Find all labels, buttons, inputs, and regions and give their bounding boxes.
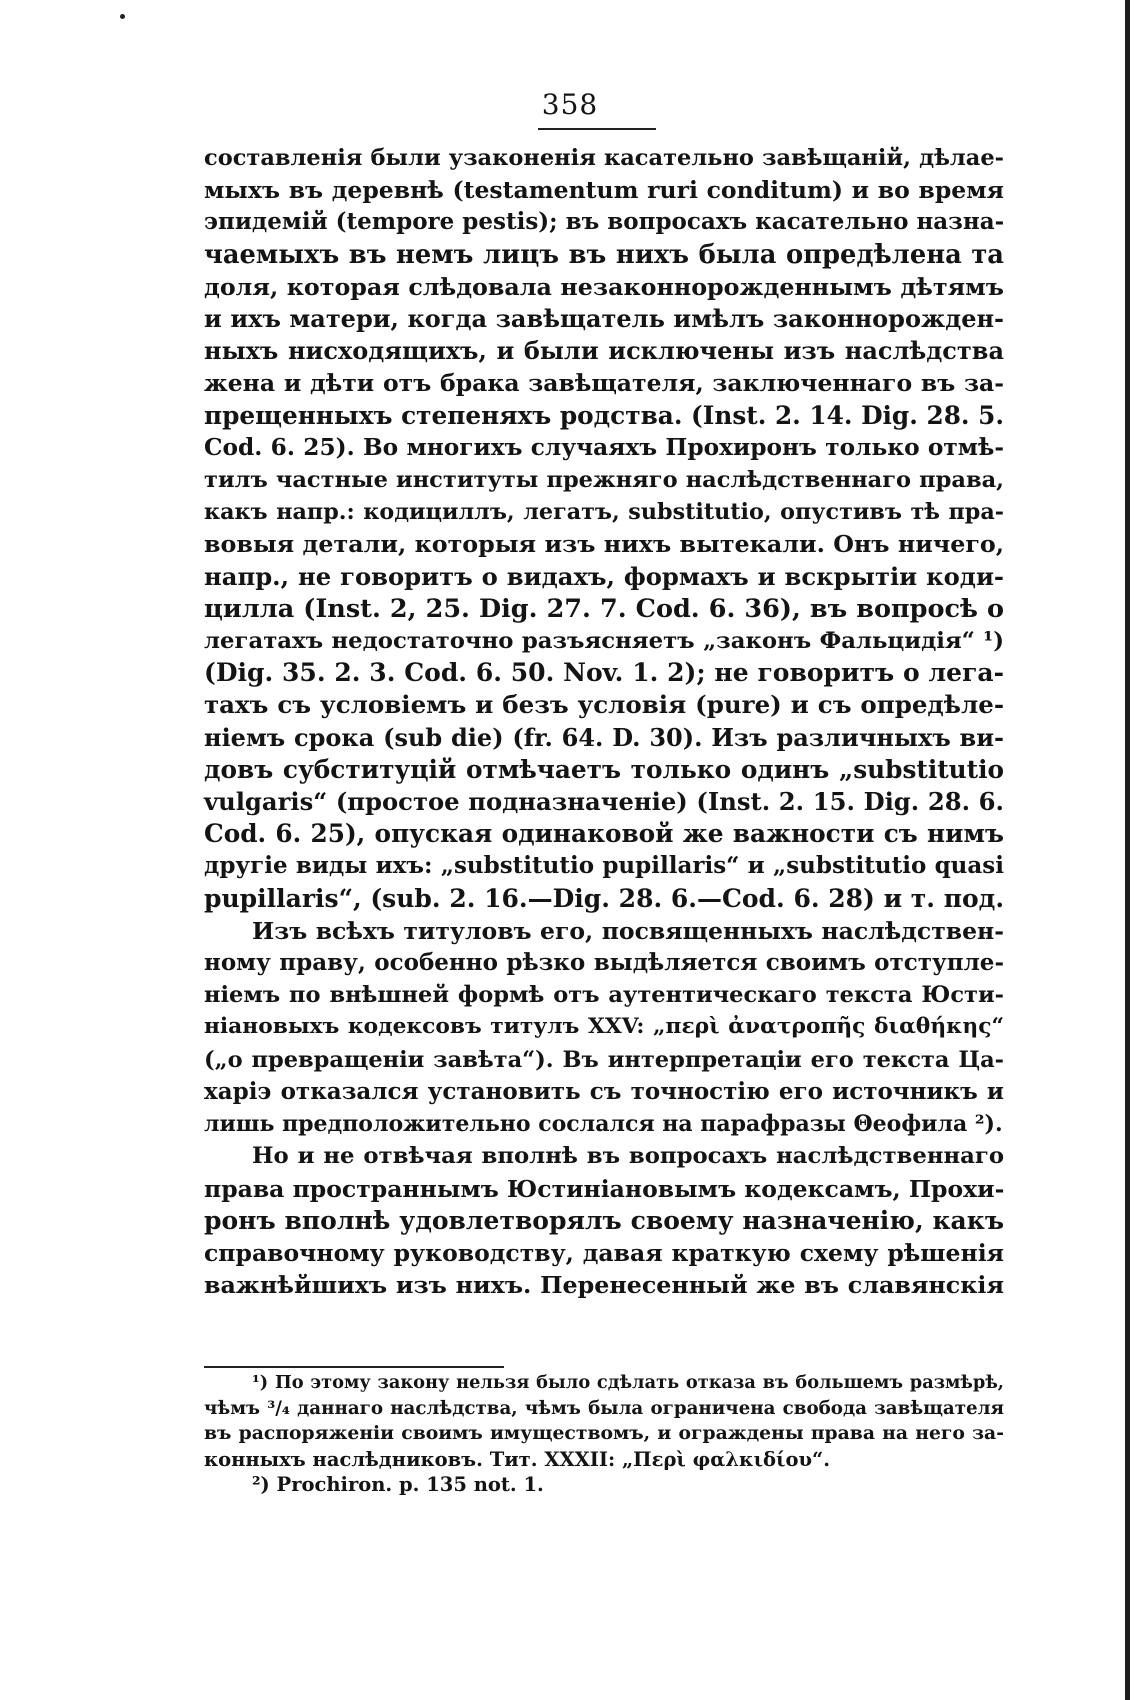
footnote-line: чѣмъ ³/₄ даннаго наслѣдства, чѣмъ была ограничена свобода завѣщателя xyxy=(204,1397,1004,1419)
text-line: прещенныхъ степеняхъ родства. (Inst. 2. 14. Dig. 28. 5. xyxy=(204,400,1004,430)
text-line: жена и дѣти отъ брака завѣщателя, заключеннаго въ за- xyxy=(204,369,1004,398)
footnotes xyxy=(204,1370,1004,1498)
margin-dot xyxy=(120,14,125,19)
text-line: другіе виды ихъ: „substitutio pupillaris“ и „substitutio quasi xyxy=(204,852,1004,880)
text-line: справочному руководству, давая краткую схему рѣшенія xyxy=(204,1238,1004,1267)
text-line: какъ напр.: кодициллъ, легатъ, substitutio, опустивъ тѣ пра- xyxy=(204,499,1004,526)
footnote-line: ²) Prochiron. p. 135 not. 1. xyxy=(252,1473,544,1496)
text-line: составленія были узаконенія касательно завѣщаній, дѣлае- xyxy=(204,145,1004,171)
footnote-line: ¹) По этому закону нельзя было сдѣлать отказа въ большемъ размѣрѣ, xyxy=(252,1372,1004,1393)
page-edge-shadow xyxy=(1125,0,1130,1700)
text-line: важнѣйшихъ изъ нихъ. Перенесенный же въ славянскія xyxy=(204,1271,1004,1300)
page-number: 358 xyxy=(541,88,599,121)
text-line: тахъ съ условіемъ и безъ условія (pure) и съ опредѣле- xyxy=(204,690,1004,720)
text-line: права пространнымъ Юстиніановымъ кодексамъ, Прохи- xyxy=(204,1174,1005,1203)
page-number-rule xyxy=(538,128,656,130)
text-line: Но и не отвѣчая вполнѣ въ вопросахъ наслѣдственнаго xyxy=(252,1143,1004,1170)
text-line: Cod. 6. 25). Во многихъ случаяхъ Прохиронъ только отмѣ- xyxy=(204,433,1004,461)
footnote-separator xyxy=(204,1366,504,1368)
text-line: напр., не говоритъ о видахъ, формахъ и вскрытіи коди- xyxy=(204,561,1004,591)
text-line: ныхъ нисходящихъ, и были исключены изъ наслѣдства xyxy=(204,336,1004,366)
text-line: эпидемій (tempore pestis); въ вопросахъ касательно назна- xyxy=(204,208,1005,236)
text-line: доля, которая слѣдовала незаконнорожденнымъ дѣтямъ xyxy=(204,272,1004,301)
text-line: вовыя детали, которыя изъ нихъ вытекали. Онъ ничего, xyxy=(204,530,1004,559)
text-line: ніемъ по внѣшней формѣ отъ аутентическаго текста Юсти- xyxy=(204,982,1004,1009)
text-line: харіэ отказался установить съ точностію его источникъ и xyxy=(204,1077,1004,1105)
text-line: чаемыхъ въ немъ лицъ въ нихъ была опредѣлена та xyxy=(204,239,1004,270)
text-line: легатахъ недостаточно разъясняетъ „законъ Фальцидія“ ¹) xyxy=(204,628,1004,655)
text-line: тилъ частные институты прежняго наслѣдственнаго права, xyxy=(204,467,1004,494)
text-line: ронъ вполнѣ удовлетворялъ своему назначенію, какъ xyxy=(204,1205,1004,1235)
text-line: ніановыхъ кодексовъ титулъ XXV: „περὶ ἀνατροπῆς διαθήκης“ xyxy=(204,1014,1004,1040)
text-line: лишь предположительно сослался на парафразы Θеофила ²). xyxy=(204,1111,1003,1138)
text-line: („о превращеніи завѣта“). Въ интерпретаціи его текста Ца- xyxy=(204,1046,1004,1073)
text-line: и ихъ матери, когда завѣщатель имѣлъ законнорожден- xyxy=(204,304,1004,334)
text-line: мыхъ въ деревнѣ (testamentum ruri conditum) и во время xyxy=(204,176,1004,205)
text-line: vulgaris“ (простое подназначеніе) (Inst. 2. 15. Dig. 28. 6. xyxy=(204,787,1004,817)
text-line: pupillaris“, (sub. 2. 16.—Dig. 28. 6.—Cod. 6. 28) и т. под. xyxy=(204,883,1005,913)
text-line: довъ субституцій отмѣчаетъ только одинъ „substitutio xyxy=(204,754,1004,784)
footnote-line: въ распоряженіи своимъ имуществомъ, и ограждены права на него за- xyxy=(204,1422,1004,1444)
text-line: Изъ всѣхъ титуловъ его, посвященныхъ наслѣдствен- xyxy=(252,916,1004,945)
text-line: Cod. 6. 25), опуская одинаковой же важности съ нимъ xyxy=(204,819,1004,849)
text-line: (Dig. 35. 2. 3. Cod. 6. 50. Nov. 1. 2); не говоритъ о лега- xyxy=(204,658,1004,688)
footnote-line: конныхъ наслѣдниковъ. Тит. XXXII: „Περὶ φαλκιδίου“. xyxy=(204,1447,830,1471)
text-line: цилла (Inst. 2, 25. Dig. 27. 7. Cod. 6. 36), въ вопросѣ о xyxy=(204,593,1004,624)
main-text xyxy=(204,142,1004,1301)
text-line: ному праву, особенно рѣзко выдѣляется своимъ отступле- xyxy=(204,949,1004,977)
text-line: ніемъ срока (sub die) (fr. 64. D. 30). Изъ различныхъ ви- xyxy=(204,722,1004,752)
